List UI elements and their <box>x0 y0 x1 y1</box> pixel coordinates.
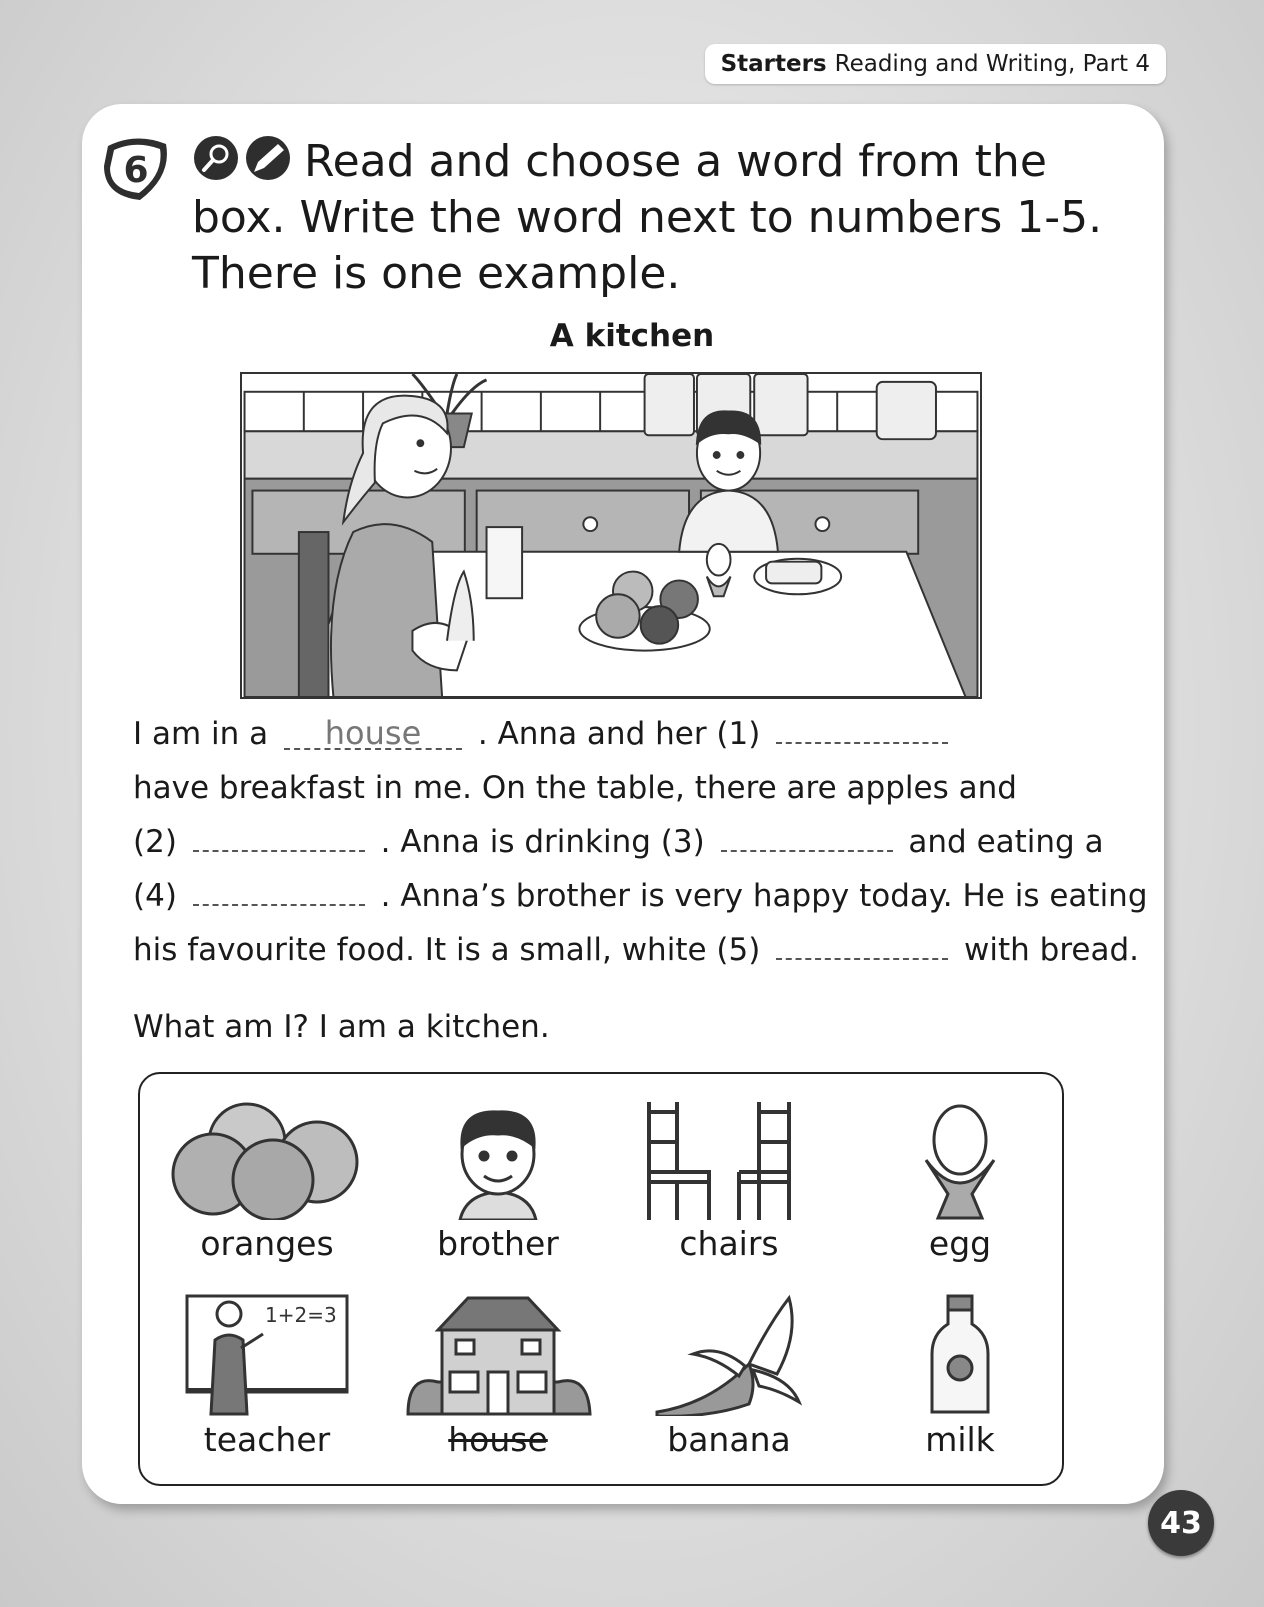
exercise-number: 6 <box>123 150 149 191</box>
answer-blank-5[interactable] <box>776 932 948 960</box>
passage-line-3 <box>133 824 1104 860</box>
word-house <box>383 1294 613 1459</box>
passage-text: and eating a <box>908 824 1104 860</box>
chairs-icon <box>639 1102 819 1220</box>
passage-line-5 <box>133 932 1139 968</box>
section-name: Reading and Writing, Part 4 <box>834 51 1150 77</box>
word-label: egg <box>928 1224 992 1263</box>
kitchen-illustration <box>240 372 982 699</box>
word-label: brother <box>437 1224 559 1263</box>
passage-text: his favourite food. It is a small, white (5) <box>133 932 761 968</box>
word-label: oranges <box>200 1224 334 1263</box>
milk-bottle-icon <box>928 1294 992 1416</box>
answer-blank-4[interactable] <box>193 878 365 906</box>
board-text: 1+2=3 <box>265 1303 337 1327</box>
passage-line-2 <box>133 770 1017 806</box>
example-answer: house <box>284 726 462 750</box>
house-icon <box>398 1294 598 1416</box>
word-label: milk <box>925 1420 995 1459</box>
egg-icon <box>920 1102 1000 1220</box>
word-milk <box>845 1294 1075 1459</box>
section-header <box>705 44 1166 84</box>
word-banana <box>614 1294 844 1459</box>
answer-blank-2[interactable] <box>193 824 365 852</box>
passage-text: (4) <box>133 878 177 914</box>
banana-icon <box>649 1294 809 1416</box>
closing-line: What am I? I am a kitchen. <box>133 1009 550 1045</box>
oranges-icon <box>167 1102 367 1220</box>
word-chairs <box>614 1102 844 1263</box>
passage-text: with bread. <box>964 932 1139 968</box>
exercise-number-badge <box>100 136 172 204</box>
word-label-struck: house <box>448 1420 548 1459</box>
passage-line-4 <box>133 878 1148 914</box>
word-label: teacher <box>203 1420 331 1459</box>
passage-text: . Anna’s brother is very happy today. He is eating <box>380 878 1148 914</box>
boy-icon <box>438 1102 558 1220</box>
page-number: 43 <box>1148 1490 1214 1556</box>
passage-text: (2) <box>133 824 177 860</box>
passage-text: I am in a <box>133 716 269 752</box>
word-oranges <box>152 1102 382 1263</box>
passage-text: have breakfast in me. On the table, there are apples and <box>133 770 1017 806</box>
word-label: banana <box>667 1420 791 1459</box>
word-box <box>138 1072 1064 1486</box>
exercise-instructions: Read and choose a word from the box. Write the word next to numbers 1-5. There is one example. <box>192 136 1103 299</box>
passage-text: . Anna is drinking (3) <box>380 824 705 860</box>
answer-blank-3[interactable] <box>721 824 893 852</box>
teacher-icon <box>185 1294 349 1416</box>
word-brother <box>383 1102 613 1263</box>
passage-text: . Anna and her (1) <box>477 716 761 752</box>
passage-line-1 <box>133 716 954 752</box>
exam-name: Starters <box>720 51 827 77</box>
word-teacher <box>152 1294 382 1459</box>
answer-blank-1[interactable] <box>776 716 948 744</box>
picture-title: A kitchen <box>549 318 715 354</box>
word-egg <box>845 1102 1075 1263</box>
word-label: chairs <box>679 1224 779 1263</box>
